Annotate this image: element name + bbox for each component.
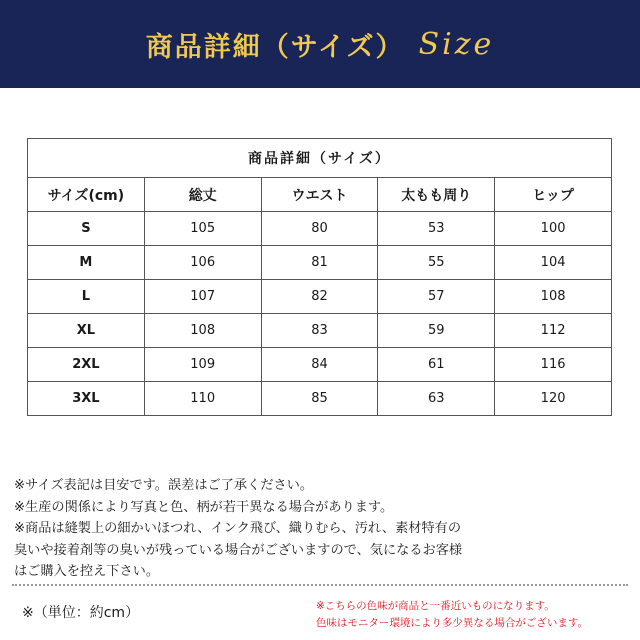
- cell-length: 107: [144, 280, 261, 314]
- note-line: はご購入を控え下さい。: [14, 564, 160, 579]
- cell-size: L: [28, 280, 145, 314]
- unit-note: ※（単位：約cm）: [22, 605, 140, 621]
- table-title: 商品詳細（サイズ）: [28, 139, 612, 178]
- cell-size: 2XL: [28, 348, 145, 382]
- disclaimer-line: ※こちらの色味が商品と一番近いものになります。: [315, 600, 555, 612]
- cell-waist: 82: [261, 280, 378, 314]
- size-table: [27, 138, 612, 416]
- note-line: ※生産の関係により写真と色、柄が若干異なる場合があります。: [14, 499, 394, 515]
- header-waist: ウエスト: [261, 178, 378, 212]
- table-header-row: [28, 178, 612, 212]
- cell-thigh: 57: [378, 280, 495, 314]
- cell-thigh: 61: [378, 348, 495, 382]
- table-row: [28, 280, 612, 314]
- header-length: 総丈: [144, 178, 261, 212]
- cell-waist: 81: [261, 246, 378, 280]
- cell-size: XL: [28, 314, 145, 348]
- cell-hip: 112: [495, 314, 612, 348]
- banner-title-en: Size: [418, 26, 495, 62]
- cell-length: 110: [144, 382, 261, 416]
- note-line: 臭いや接着剤等の臭いが残っている場合がございますので、気になるお客様: [14, 542, 463, 558]
- size-table-container: [27, 138, 612, 416]
- title-banner: [0, 0, 640, 88]
- cell-waist: 80: [261, 212, 378, 246]
- cell-thigh: 59: [378, 314, 495, 348]
- note-line: ※商品は縫製上の細かいほつれ、インク飛び、織りむら、汚れ、素材特有の: [14, 521, 462, 536]
- cell-hip: 108: [495, 280, 612, 314]
- color-disclaimer: [316, 598, 588, 632]
- header-hip: ヒップ: [495, 178, 612, 212]
- table-row: [28, 348, 612, 382]
- disclaimer-line: 色味はモニター環境により多少異なる場合がございます。: [315, 617, 588, 629]
- cell-waist: 83: [261, 314, 378, 348]
- cell-hip: 104: [495, 246, 612, 280]
- banner-title-jp: 商品詳細（サイズ）: [145, 31, 405, 63]
- cell-thigh: 55: [378, 246, 495, 280]
- cell-waist: 85: [261, 382, 378, 416]
- cell-size: M: [28, 246, 145, 280]
- header-thigh: 太もも周り: [378, 178, 495, 212]
- table-row: [28, 246, 612, 280]
- cell-size: S: [28, 212, 145, 246]
- header-size: サイズ(cm): [28, 178, 145, 212]
- note-line: ※サイズ表記は目安です。誤差はご了承ください。: [14, 478, 314, 493]
- cell-thigh: 53: [378, 212, 495, 246]
- cell-length: 105: [144, 212, 261, 246]
- table-row: [28, 212, 612, 246]
- cell-waist: 84: [261, 348, 378, 382]
- notes-block: [14, 475, 634, 583]
- cell-length: 108: [144, 314, 261, 348]
- table-row: [28, 382, 612, 416]
- cell-hip: 120: [495, 382, 612, 416]
- cell-hip: 100: [495, 212, 612, 246]
- table-row: [28, 314, 612, 348]
- cell-length: 106: [144, 246, 261, 280]
- cell-length: 109: [144, 348, 261, 382]
- dotted-divider: [12, 584, 628, 586]
- cell-size: 3XL: [28, 382, 145, 416]
- cell-thigh: 63: [378, 382, 495, 416]
- cell-hip: 116: [495, 348, 612, 382]
